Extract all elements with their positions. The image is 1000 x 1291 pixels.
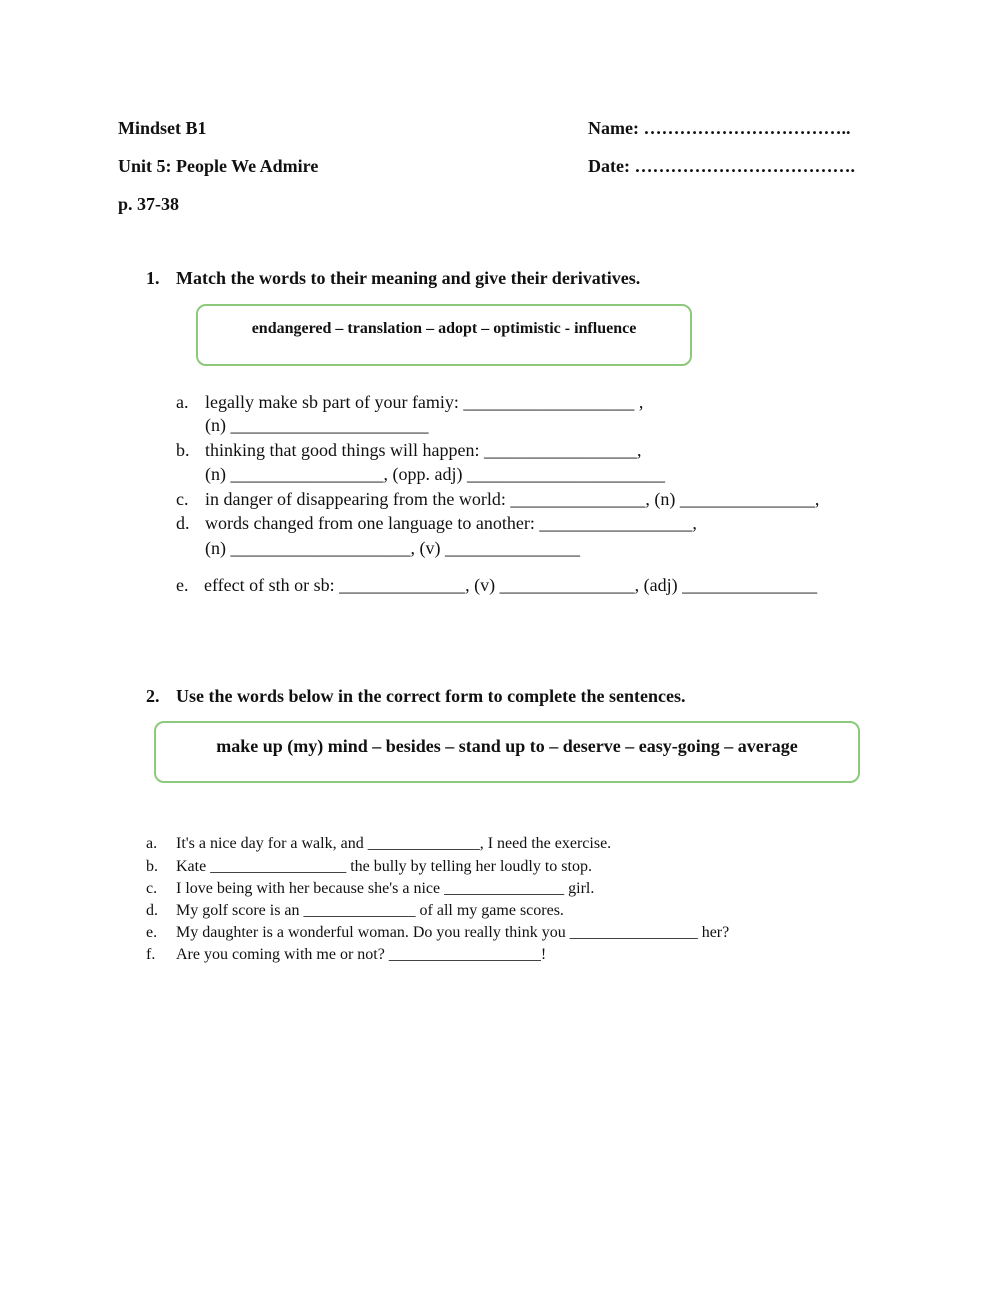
ex2-item-d-text[interactable]: My golf score is an ______________ of all my game scores. [176,902,564,919]
ex1-item-b-line2[interactable]: (n) _________________, (opp. adj) ______________________ [205,464,665,484]
ex1-item-e-letter: e. [176,575,189,595]
exercise1-word-box [196,304,692,366]
ex1-item-a-letter: a. [176,392,189,412]
ex1-item-c-line1[interactable]: in danger of disappearing from the world: _______________, (n) _______________, [205,489,820,509]
ex2-item-f-text[interactable]: Are you coming with me or not? ___________________! [176,946,547,963]
ex1-item-a-line2[interactable]: (n) ______________________ [205,415,429,435]
ex2-item-c-letter: c. [146,880,158,897]
unit-title: Unit 5: People We Admire [118,156,319,176]
ex1-item-a-line1[interactable]: legally make sb part of your famiy: ___________________ , [205,392,644,412]
page-range: p. 37-38 [118,194,180,214]
ex2-item-a-text[interactable]: It's a nice day for a walk, and ______________, I need the exercise. [176,835,612,852]
date-field[interactable]: Date: ………………………………. [588,156,855,176]
ex2-item-b-text[interactable]: Kate _________________ the bully by telling her loudly to stop. [176,858,592,875]
ex2-item-a-letter: a. [146,835,158,852]
ex2-item-d-letter: d. [146,902,158,919]
ex2-item-b-letter: b. [146,858,158,875]
course-title: Mindset B1 [118,118,207,138]
exercise2-word-box [154,721,860,783]
exercise2-word-list: make up (my) mind – besides – stand up to – deserve – easy-going – average [216,736,798,756]
ex1-item-b-letter: b. [176,440,190,460]
ex1-item-d-letter: d. [176,513,190,533]
ex2-item-e-letter: e. [146,924,158,941]
ex2-item-c-text[interactable]: I love being with her because she's a nice _______________ girl. [176,880,595,897]
ex2-item-f-letter: f. [146,946,156,963]
ex1-item-e-line1[interactable]: effect of sth or sb: ______________, (v) _______________, (adj) _______________ [204,575,818,595]
exercise1-title: Match the words to their meaning and give their derivatives. [176,268,641,288]
ex1-item-d-line1[interactable]: words changed from one language to another: _________________, [205,513,697,533]
ex1-item-d-line2[interactable]: (n) ____________________, (v) _______________ [205,538,580,558]
ex2-item-e-text[interactable]: My daughter is a wonderful woman. Do you really think you ________________ her? [176,924,730,941]
name-field[interactable]: Name: …………………………….. [588,118,851,138]
exercise1-number: 1. [146,268,160,288]
exercise1-word-list: endangered – translation – adopt – optimistic - influence [251,320,637,337]
ex1-item-b-line1[interactable]: thinking that good things will happen: _________________, [205,440,642,460]
exercise2-number: 2. [146,686,160,706]
ex1-item-c-letter: c. [176,489,189,509]
exercise2-title: Use the words below in the correct form to complete the sentences. [176,686,686,706]
